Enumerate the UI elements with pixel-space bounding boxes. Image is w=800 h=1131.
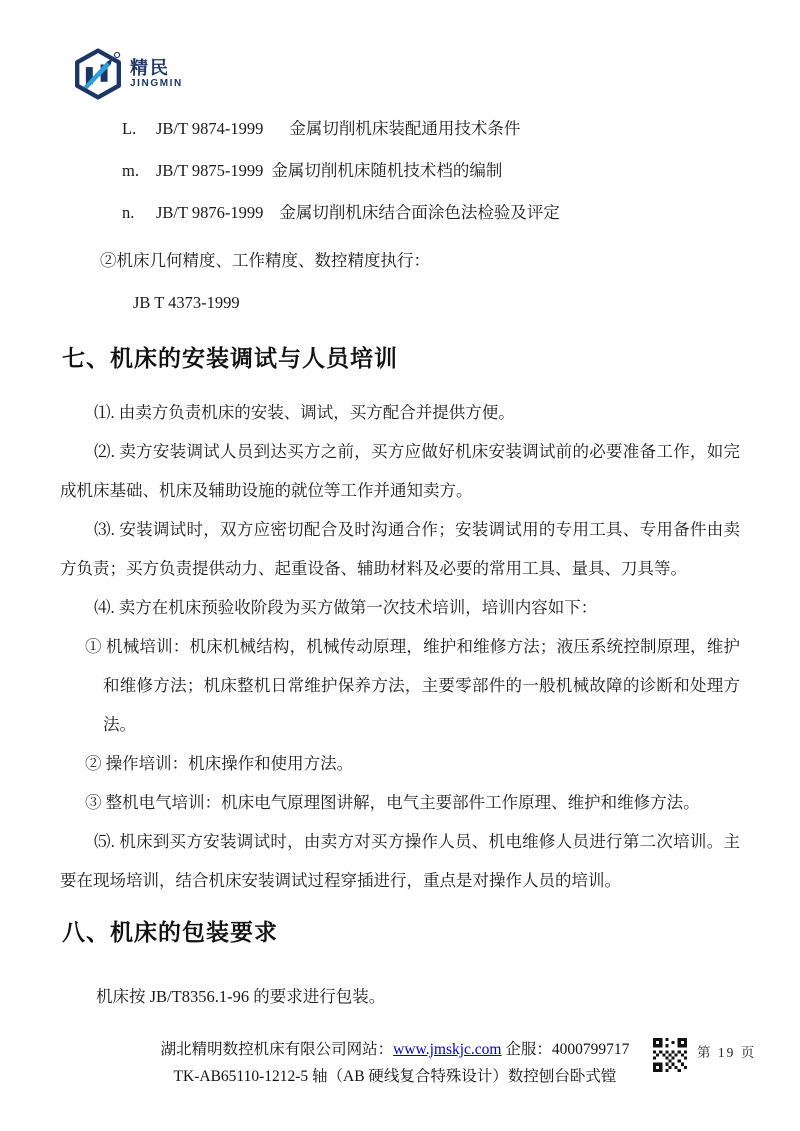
standard-title: 金属切削机床结合面涂色法检验及评定 (279, 203, 560, 222)
brand-name-en: JINGMIN (130, 78, 183, 89)
company-site-label: 湖北精明数控机床有限公司网站： (160, 1041, 394, 1058)
install-para-3: ⑶. 安装调试时，双方应密切配合及时沟通合作；安装调试用的专用工具、专用备件由卖方负责；买方负责提供动力、起重设备、辅助材料及必要的常用工具、量具、刀具等。 (60, 520, 740, 578)
precision-note: ②机床几何精度、工作精度、数控精度执行： (100, 251, 430, 270)
logo-hexagon-icon (72, 48, 124, 100)
training-item-mechanical: ① 机械培训：机床机械结构，机械传动原理，维护和维修方法；液压系统控制原理，维护和维修方法；机床整机日常维护保养方法，主要零部件的一般机械故障的诊断和处理方法。 (85, 637, 740, 734)
section-heading-install-training: 七、机床的安装调试与人员培训 (62, 345, 398, 371)
footer-company-line (120, 1036, 670, 1063)
list-marker: m. (122, 161, 139, 180)
brand-wordmark (130, 59, 183, 89)
service-phone: 4000799717 (551, 1041, 630, 1058)
standard-list-item (60, 108, 740, 150)
standard-code: JB/T 9874-1999 (156, 119, 264, 138)
training-item-electrical: ③ 整机电气培训：机床电气原理图讲解，电气主要部件工作原理、维护和维修方法。 (85, 793, 700, 812)
page-number: 第 19 页 (697, 1045, 757, 1060)
standards-list (60, 108, 740, 234)
brand-name-cn: 精民 (130, 58, 170, 78)
install-para-4: ⑷. 卖方在机床预验收阶段为买方做第一次技术培训，培训内容如下： (94, 598, 598, 617)
qr-code (653, 1038, 687, 1072)
standard-list-item (60, 192, 740, 234)
training-item-operation: ② 操作培训：机床操作和使用方法。 (85, 754, 354, 773)
standard-code: JB/T 9875-1999 (156, 161, 264, 180)
standard-title: 金属切削机床随机技术档的编制 (271, 161, 503, 180)
install-training-body (60, 393, 740, 900)
install-para-1: ⑴. 由卖方负责机床的安装、调试，买方配合并提供方便。 (94, 403, 515, 422)
page-footer (0, 1030, 800, 1100)
brand-logo (72, 0, 800, 100)
standard-list-item (60, 150, 740, 192)
footer-text-block (120, 1036, 670, 1090)
standard-title: 金属切削机床装配通用技术条件 (289, 119, 521, 138)
list-marker: n. (122, 203, 135, 222)
footer-product-line: TK-AB65110-1212-5 轴（AB 硬线复合特殊设计）数控刨台卧式镗 (173, 1068, 617, 1085)
standard-code: JB/T 9876-1999 (156, 203, 264, 222)
precision-standard-code: JB T 4373-1999 (133, 293, 240, 312)
list-marker: L. (122, 119, 137, 138)
service-label: 企服： (501, 1041, 552, 1058)
packaging-body: 机床按 JB/T8356.1-96 的要求进行包装。 (96, 987, 386, 1006)
install-para-5: ⑸. 机床到买方安装调试时，由卖方对买方操作人员、机电维修人员进行第二次培训。主要在现场培训，结合机床安装调试过程穿插进行，重点是对操作人员的培训。 (60, 832, 740, 890)
install-para-2: ⑵. 卖方安装调试人员到达买方之前，买方应做好机床安装调试前的必要准备工作，如完成机床基础、机床及辅助设施的就位等工作并通知卖方。 (60, 442, 740, 500)
website-link[interactable]: www.jmskjc.com (393, 1041, 502, 1058)
section-heading-packaging: 八、机床的包装要求 (62, 919, 278, 945)
